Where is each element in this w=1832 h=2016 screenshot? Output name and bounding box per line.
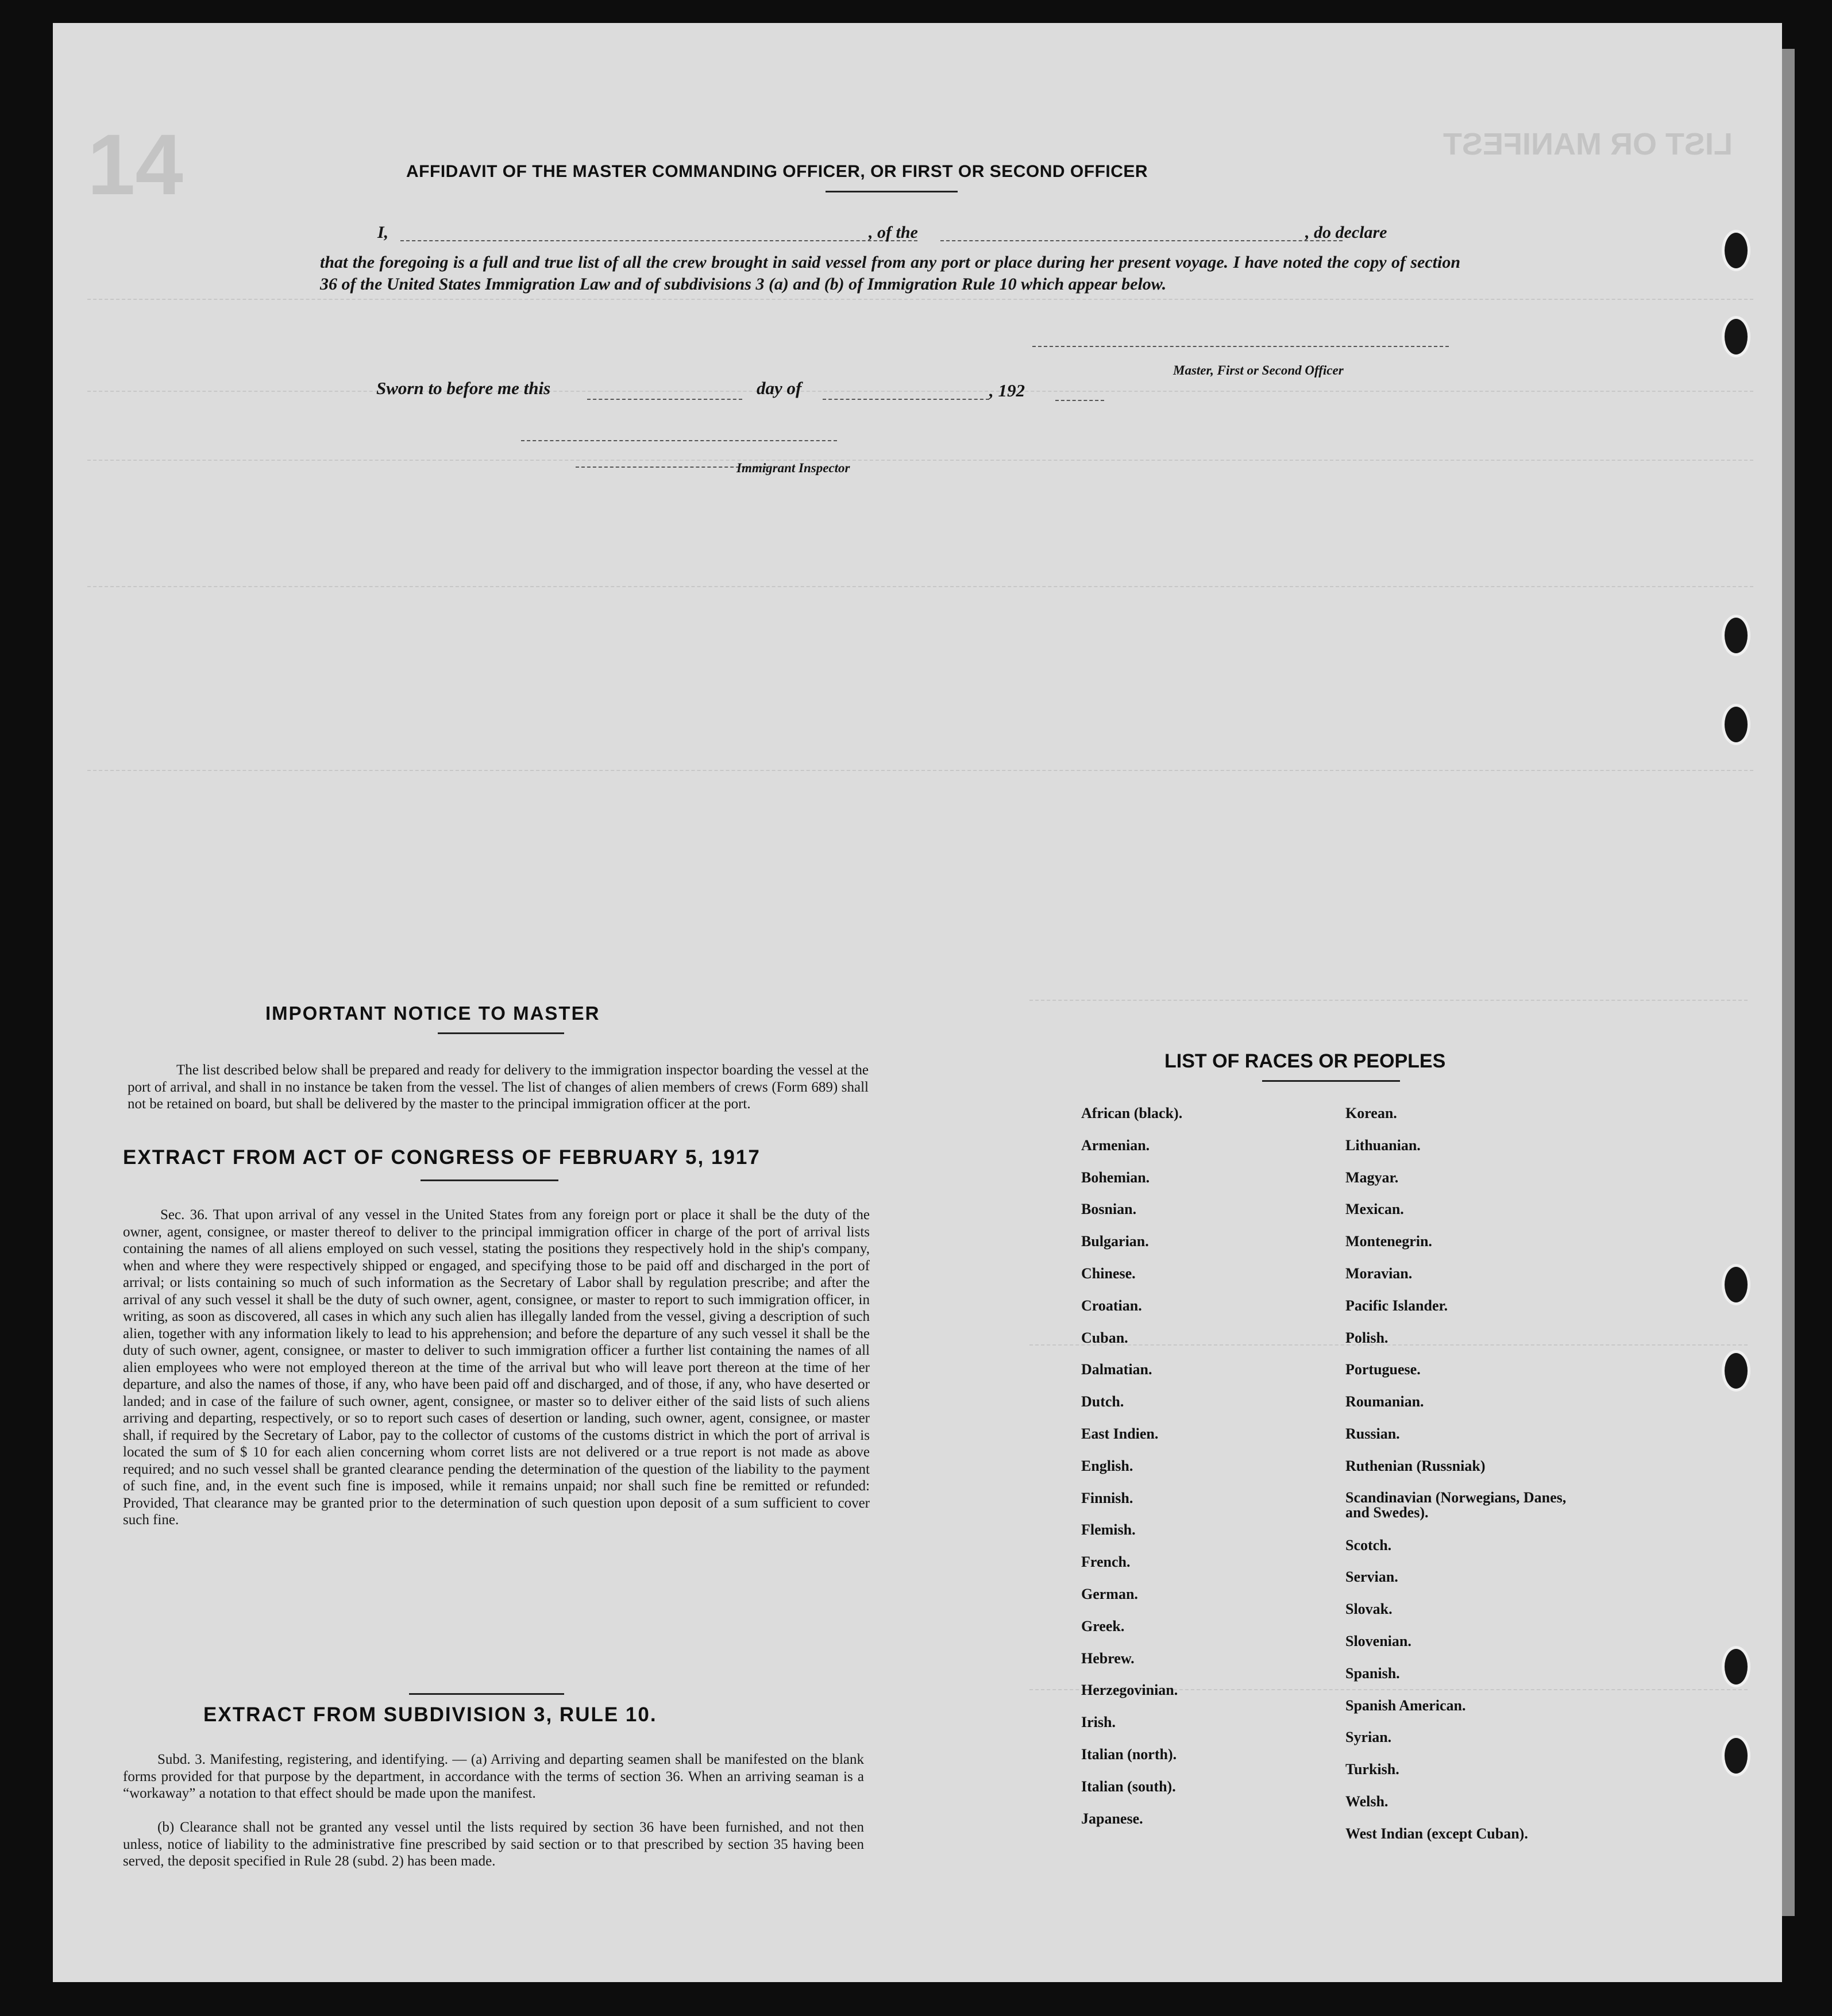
punch-hole-icon (1722, 1646, 1750, 1687)
race-item: Bohemian. (1081, 1169, 1150, 1186)
race-item: Polish. (1345, 1329, 1389, 1346)
bleed-grid-line (1029, 1000, 1748, 1001)
race-item: Bulgarian. (1081, 1233, 1149, 1250)
race-item: Russian. (1345, 1425, 1400, 1442)
punch-hole-icon (1722, 316, 1750, 357)
race-item: Cuban. (1081, 1329, 1128, 1346)
punch-hole-icon (1722, 704, 1750, 745)
day-of-text: day of (757, 378, 802, 398)
race-item: Croatian. (1081, 1297, 1142, 1314)
document-page (53, 23, 1782, 1982)
affidavit-of-the: , of the (869, 223, 918, 242)
title-underline (826, 191, 958, 192)
race-item: Italian (north). (1081, 1745, 1177, 1763)
race-item: Spanish. (1345, 1664, 1400, 1682)
race-item: Irish. (1081, 1714, 1116, 1731)
act-body: Sec. 36. That upon arrival of any vessel in the United States from any foreign port or place it shall be the duty of the owner, agent, consignee, or master thereof to deliver to the principal immigration officer in charge of the port of arrival lists containing the names of all aliens employed on such vessel, stating the positions they respectively hold in the ship's company, when and where they were respectively shipped or engaged, and specifying those to be paid off and discharged in the port of arrival; or lists containing so much of such information as the Secretary of Labor shall by regulation prescribe; and after the arrival of any such vessel it shall be the duty of such owner, agent, consignee, or master to report to such immigration officer, in writing, as soon as discovered, all cases in which any such alien has illegally landed from the vessel, giving a description of such alien, together with any information likely to lead to his apprehension; and before the departure of any such vessel it shall be the duty of such owner, agent, consignee, or master to deliver to such immigration officer a further list containing the names of all alien employees who were not employed thereon at the time of the arrival but who will leave port thereon at the time of her departure, and also the names of those, if any, who have been paid off and discharged, and of those, if any, who have deserted or landed; and in case of the failure of such owner, agent, consignee, or master so to deliver either of the said lists of such aliens arriving and departing, respectively, or so to report such cases of desertion or landing, such owner, agent, consignee, or master shall, if required by the Secretary of Labor, pay to the collector of customs of the customs district in which the port of arrival is located the sum of $ 10 for each alien concerning whom corret lists are not delivered or a true report is not made as above required; and no such vessel shall be granted clearance pending the determination of the question of the liability to the payment of such fine, and, in the event such fine is imposed, while it remains unpaid; nor shall such fine be remitted or refunded: Provided, That clearance may be granted prior to the determination of such question upon deposit of a sum sufficient to cover such fine. (123, 1207, 870, 1528)
races-right-column (1345, 1097, 1569, 1850)
race-item: Slovak. (1345, 1601, 1393, 1618)
notice-body: The list described below shall be prepared and ready for delivery to the immigration inspector boarding the vessel at the port of arrival, and shall in no instance be taken from the vessel. The list of changes of alien members of crews (Form 689) shall not be retained on board, but shall be delivered by the master to the principal immigration officer at the port. (128, 1062, 869, 1112)
bleed-through-numeral: 14 (87, 116, 183, 213)
race-item: Magyar. (1345, 1169, 1399, 1186)
race-item: Korean. (1345, 1105, 1397, 1121)
race-item: Servian. (1345, 1568, 1398, 1586)
bleed-grid-line (87, 299, 1753, 300)
race-item: Ruthenian (Russniak) (1345, 1457, 1486, 1474)
punch-hole-icon (1722, 615, 1750, 656)
act-underline (421, 1179, 558, 1181)
affidavit-body: that the foregoing is a full and true list of all the crew brought in said vessel from any port or place during her present voyage. I have noted the copy of section 36 of the United States Immigration Law and of subdivisions 3 (a) and (b) of Immigration Rule 10 which appear below. (320, 253, 1460, 294)
act-title: EXTRACT FROM ACT OF CONGRESS OF FEBRUARY 5, 1917 (123, 1146, 761, 1169)
race-item: Slovenian. (1345, 1632, 1411, 1649)
races-underline (1262, 1080, 1400, 1082)
sworn-text: Sworn to before me this (376, 378, 551, 398)
bleed-through-heading: LIST OR MANIFEST (1443, 127, 1733, 161)
notice-underline (438, 1032, 564, 1034)
affidavit-title: AFFIDAVIT OF THE MASTER COMMANDING OFFICER, OR FIRST OR SECOND OFFICER (406, 162, 1148, 181)
inspector-label: Immigrant Inspector (736, 461, 850, 475)
races-left-column (1081, 1097, 1182, 1834)
affidavit-declare: , do declare (1305, 223, 1387, 242)
race-item: Herzegovinian. (1081, 1682, 1178, 1699)
bleed-grid-line (87, 770, 1753, 771)
race-item: Italian (south). (1081, 1778, 1176, 1795)
master-label: Master, First or Second Officer (1173, 363, 1344, 377)
name-blank[interactable] (400, 240, 917, 241)
race-item: African (black). (1081, 1105, 1183, 1121)
race-item: Spanish American. (1345, 1697, 1466, 1714)
race-item: Bosnian. (1081, 1201, 1137, 1218)
race-item: Pacific Islander. (1345, 1297, 1448, 1314)
rule-top-line (409, 1693, 564, 1695)
race-item: Turkish. (1345, 1761, 1399, 1778)
notice-title: IMPORTANT NOTICE TO MASTER (265, 1003, 600, 1024)
bleed-grid-line (87, 460, 1753, 461)
race-item: Finnish. (1081, 1489, 1133, 1506)
punch-hole-icon (1722, 1264, 1750, 1305)
race-item: Lithuanian. (1345, 1136, 1421, 1154)
race-item: Dutch. (1081, 1393, 1124, 1410)
bleed-grid-line (87, 391, 1753, 392)
year-text: , 192 (989, 380, 1025, 400)
race-item: Mexican. (1345, 1201, 1404, 1218)
race-item: Japanese. (1081, 1810, 1143, 1827)
race-item: Scandinavian (Norwegians, Danes, and Swedes). (1345, 1489, 1567, 1521)
punch-hole-icon (1722, 1350, 1750, 1391)
race-item: Syrian. (1345, 1729, 1392, 1746)
affidavit-i: I, (377, 223, 389, 242)
race-item: Armenian. (1081, 1136, 1150, 1154)
race-item: Welsh. (1345, 1793, 1389, 1810)
race-item: Roumanian. (1345, 1393, 1424, 1410)
punch-hole-icon (1722, 230, 1750, 271)
rule-body-a: Subd. 3. Manifesting, registering, and identifying. — (a) Arriving and departing seamen shall be manifested on the blank forms provided for that purpose by the department, in accordance with the terms of section 36. When an arriving seaman is a “workaway” a notation to that effect should be made upon the manifest. (123, 1752, 864, 1801)
race-item: Portuguese. (1345, 1361, 1421, 1378)
vessel-blank[interactable] (940, 240, 1343, 241)
race-item: French. (1081, 1554, 1131, 1571)
race-item: English. (1081, 1457, 1133, 1474)
punch-hole-icon (1722, 1735, 1750, 1776)
page-edge-shadow (1782, 49, 1795, 1916)
race-item: West Indian (except Cuban). (1345, 1825, 1528, 1842)
race-item: Hebrew. (1081, 1649, 1135, 1667)
race-item: Moravian. (1345, 1265, 1413, 1282)
race-item: Flemish. (1081, 1521, 1136, 1539)
race-item: Dalmatian. (1081, 1361, 1152, 1378)
race-item: East Indien. (1081, 1425, 1159, 1442)
rule-body-b: (b) Clearance shall not be granted any vessel until the lists required by section 36 have been furnished, and not then unless, notice of liability to the administrative fine prescribed by said section or to that prescribed by section 35 having been served, the deposit specified in Rule 28 (subd. 2) has been made. (123, 1820, 864, 1869)
year-blank[interactable] (1055, 400, 1104, 401)
race-item: Scotch. (1345, 1536, 1392, 1554)
sworn-month-blank[interactable] (823, 399, 989, 400)
race-item: Chinese. (1081, 1265, 1136, 1282)
race-item: Greek. (1081, 1617, 1125, 1635)
rule-title: EXTRACT FROM SUBDIVISION 3, RULE 10. (203, 1703, 657, 1726)
sworn-day-blank[interactable] (587, 399, 742, 400)
bleed-grid-line (87, 586, 1753, 587)
inspector-line-1[interactable] (521, 440, 837, 441)
race-item: German. (1081, 1585, 1138, 1602)
race-item: Montenegrin. (1345, 1233, 1432, 1250)
races-title: LIST OF RACES OR PEOPLES (1164, 1050, 1446, 1072)
master-signature-line[interactable] (1032, 346, 1449, 347)
